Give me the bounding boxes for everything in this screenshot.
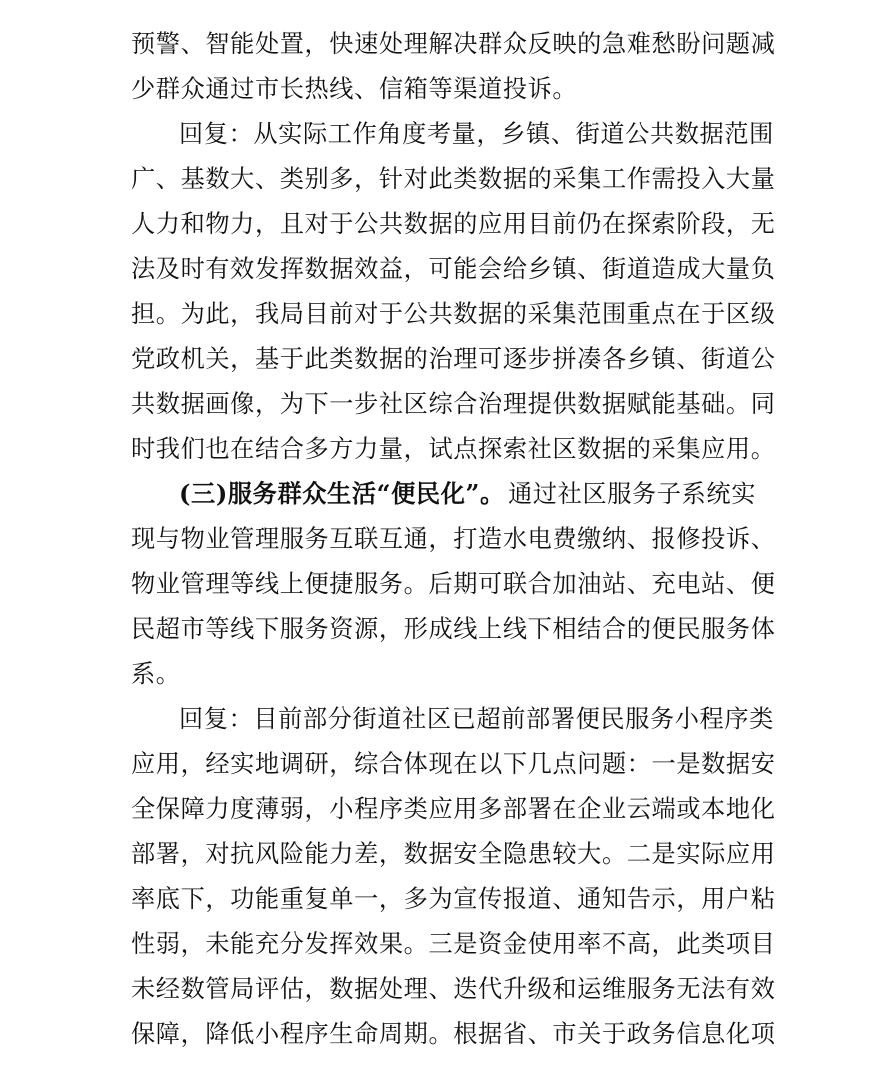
reply-paragraph-line: 回复：从实际工作角度考量，乡镇、街道公共数据范围 [179,120,774,148]
paragraph-line: 时我们也在结合多方力量，试点探索社区数据的采集应用。 [131,435,776,463]
paragraph-line: 部署，对抗风险能力差，数据安全隐患较大。二是实际应用 [131,840,776,868]
paragraph-line: 人力和物力，且对于公共数据的应用目前仍在探索阶段，无 [131,210,776,238]
paragraph-line: 系。 [131,660,181,688]
paragraph-line: 物业管理等线上便捷服务。后期可联合加油站、充电站、便 [131,570,776,598]
section-heading: (三)服务群众生活“便民化”。 [179,479,505,508]
paragraph-line: 保障，降低小程序生命周期。根据省、市关于政务信息化项 [131,1020,776,1048]
paragraph-line: 广、基数大、类别多，针对此类数据的采集工作需投入大量 [131,165,776,193]
paragraph-line: 预警、智能处置，快速处理解决群众反映的急难愁盼问题减 [131,30,776,58]
paragraph-line: 性弱，未能充分发挥效果。三是资金使用率不高，此类项目 [131,930,776,958]
paragraph-line: 担。为此，我局目前对于公共数据的采集范围重点在于区级 [131,300,776,328]
section-heading-line [179,474,756,514]
section-body-start: 通过社区服务子系统实 [508,480,756,508]
reply-paragraph-line: 回复：目前部分街道社区已超前部署便民服务小程序类 [179,705,774,733]
paragraph-line: 党政机关，基于此类数据的治理可逐步拼凑各乡镇、街道公 [131,345,776,373]
paragraph-line: 少群众通过市长热线、信箱等渠道投诉。 [131,75,578,103]
paragraph-line: 未经数管局评估，数据处理、迭代升级和运维服务无法有效 [131,975,776,1003]
paragraph-line: 法及时有效发挥数据效益，可能会给乡镇、街道造成大量负 [131,255,776,283]
paragraph-line: 民超市等线下服务资源，形成线上线下相结合的便民服务体 [131,615,776,643]
paragraph-line: 全保障力度薄弱，小程序类应用多部署在企业云端或本地化 [131,795,776,823]
paragraph-line: 共数据画像，为下一步社区综合治理提供数据赋能基础。同 [131,390,776,418]
paragraph-line: 应用，经实地调研，综合体现在以下几点问题：一是数据安 [131,750,776,778]
paragraph-line: 率底下，功能重复单一，多为宣传报道、通知告示，用户粘 [131,885,776,913]
paragraph-line: 现与物业管理服务互联互通，打造水电费缴纳、报修投诉、 [131,525,776,553]
